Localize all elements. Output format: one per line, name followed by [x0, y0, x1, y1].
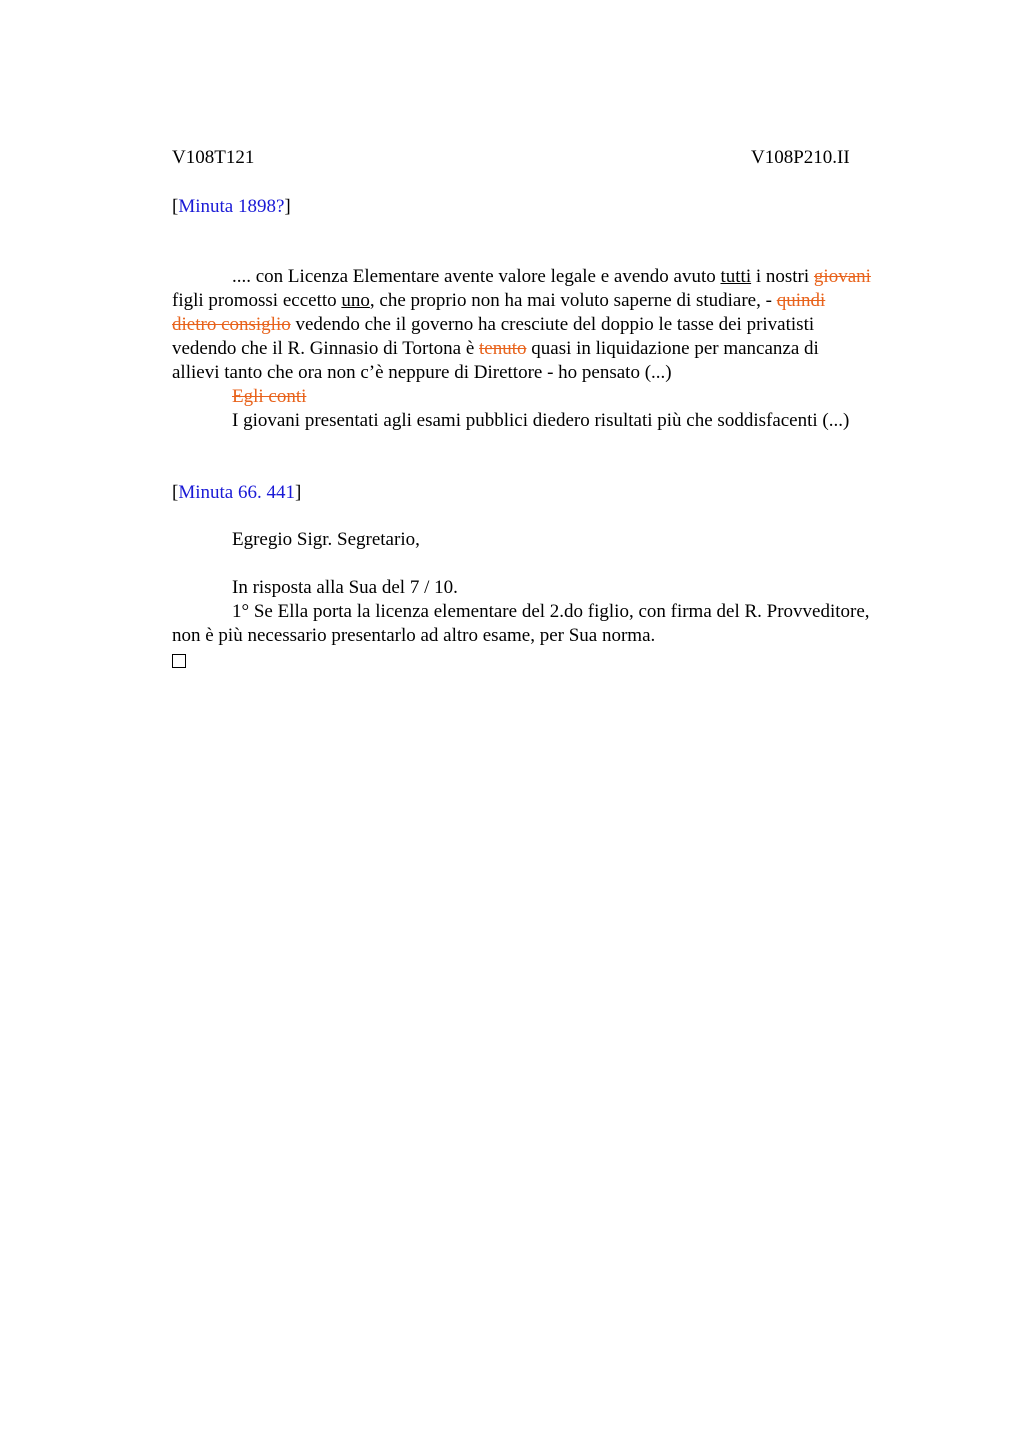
salutation: Egregio Sigr. Segretario,	[232, 529, 420, 550]
header-left-code: V108T121	[172, 147, 255, 168]
paragraph-line	[172, 337, 932, 361]
section2-heading	[172, 481, 932, 505]
paragraph-line: non è più necessario presentarlo ad altro esame, per Sua norma.	[172, 625, 656, 646]
deleted-word: Egli conti	[232, 386, 307, 407]
deleted-word: tenuto	[479, 338, 527, 359]
section1-body	[172, 265, 932, 433]
text-span: , che proprio non ha mai voluto saperne di studiare, -	[369, 290, 777, 311]
minuta-label: Minuta 66. 441	[178, 482, 295, 503]
text-span: .... con Licenza Elementare avente valore legale e avendo avuto	[232, 266, 721, 287]
reply-line: In risposta alla Sua del 7 / 10.	[232, 577, 458, 598]
text-span: vedendo che il governo ha cresciute del doppio le tasse dei privatisti	[290, 314, 815, 335]
section1-heading	[172, 195, 932, 219]
paragraph-line	[172, 289, 932, 313]
underlined-word: uno	[341, 290, 370, 311]
paragraph-line: 1° Se Ella porta la licenza elementare del 2.do figlio, con firma del R. Provveditore,	[232, 601, 870, 622]
text-span: i nostri	[751, 266, 814, 287]
close-bracket: ]	[284, 196, 291, 217]
paragraph-line: allievi tanto che ora non c’è neppure di Direttore - ho pensato (...)	[172, 362, 672, 383]
checkbox-row	[172, 648, 932, 675]
checkbox-icon	[172, 654, 186, 668]
open-bracket: [	[172, 196, 179, 217]
text-span: vedendo che il R. Ginnasio di Tortona è	[172, 338, 480, 359]
paragraph-line	[172, 265, 932, 289]
text-span: quasi in liquidazione per mancanza di	[526, 338, 819, 359]
underlined-word: tutti	[720, 266, 752, 287]
text-span: figli promossi eccetto	[172, 290, 342, 311]
deleted-word: giovani	[813, 266, 871, 287]
open-bracket: [	[172, 482, 179, 503]
document-header	[172, 146, 932, 170]
deleted-line	[172, 385, 932, 409]
minuta-label: Minuta 1898?	[178, 196, 285, 217]
paragraph-line: I giovani presentati agli esami pubblici diedero risultati più che soddisfacenti (...)	[232, 410, 850, 431]
paragraph-line	[172, 313, 932, 337]
document-page	[172, 146, 932, 675]
header-right-code: V108P210.II	[751, 147, 850, 168]
deleted-word: dietro consiglio	[172, 314, 291, 335]
close-bracket: ]	[294, 482, 302, 503]
deleted-word: quindi	[776, 290, 826, 311]
